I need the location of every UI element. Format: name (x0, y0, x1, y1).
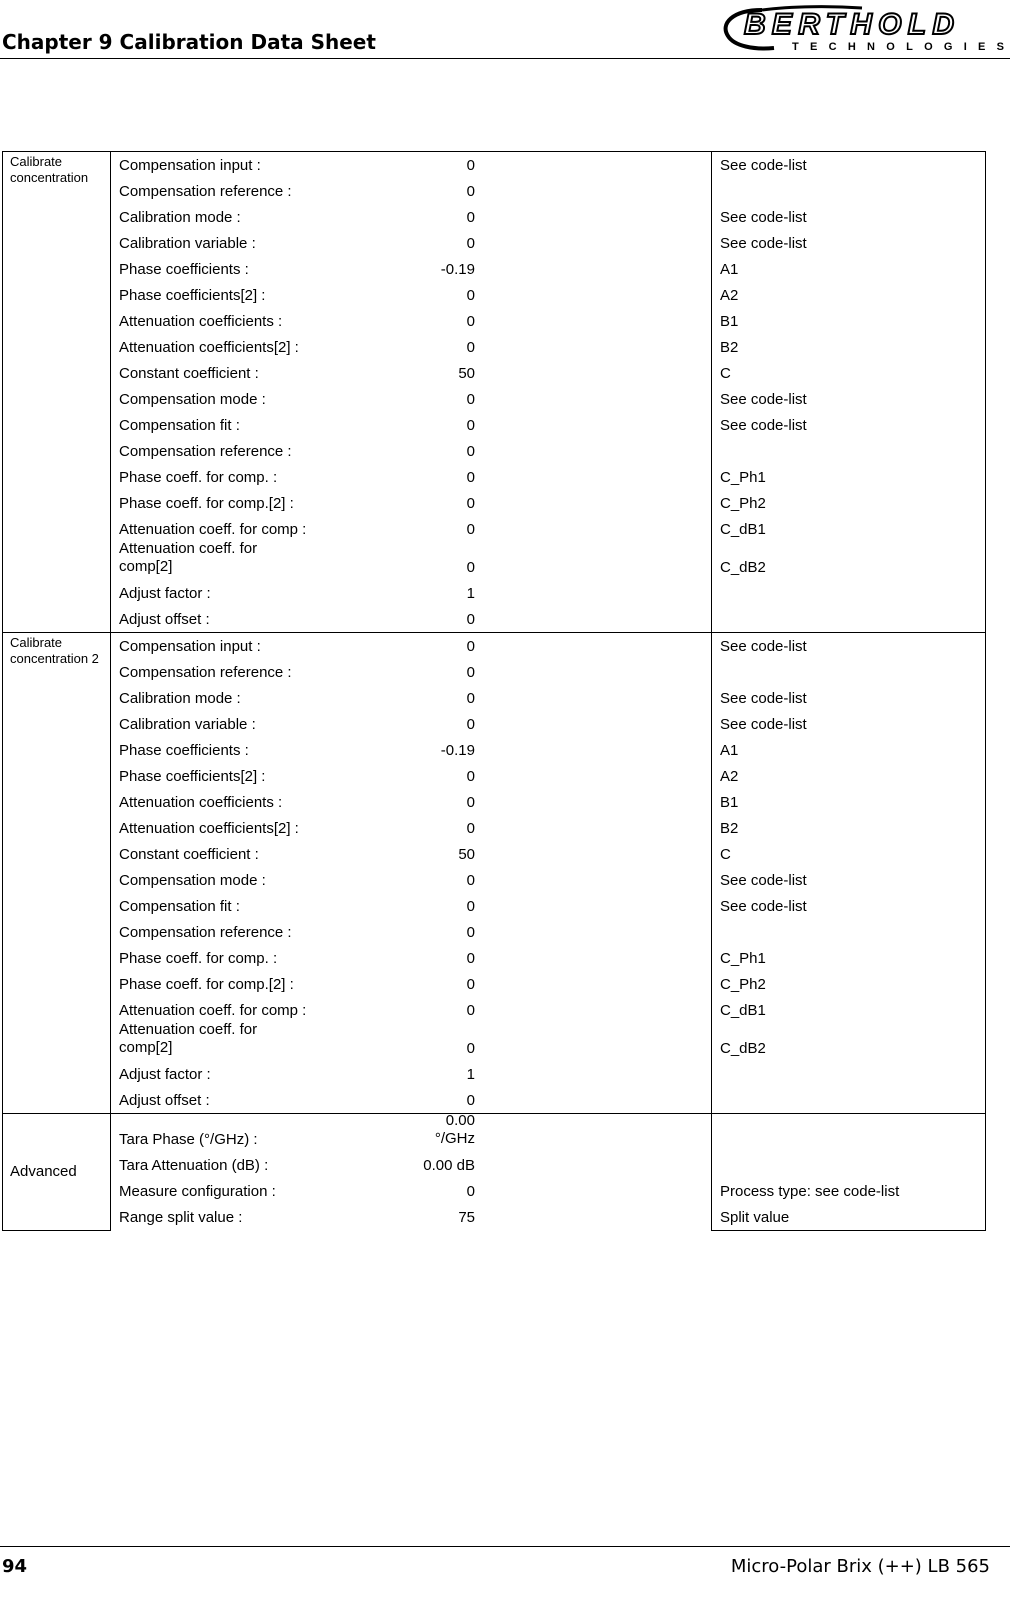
field-comment: See code-list (720, 716, 807, 733)
page-footer-rule (0, 1546, 1010, 1547)
field-value: 0 (466, 209, 475, 226)
field-value: -0.19 (440, 261, 475, 278)
field-value: -0.19 (440, 742, 475, 759)
field-comment: A2 (720, 287, 739, 304)
field-value: 0 (466, 495, 475, 512)
berthold-logo (722, 2, 1010, 56)
field-value: 0 (466, 716, 475, 733)
section-name: Advanced (3, 1114, 111, 1231)
field-label: Phase coefficients : (119, 261, 249, 278)
comments-column (712, 633, 986, 1114)
calibration-table (2, 151, 986, 1231)
field-label: Phase coefficients[2] : (119, 768, 266, 785)
field-value: 0 (466, 417, 475, 434)
field-label: Compensation reference : (119, 924, 292, 941)
field-value: 0 (466, 1040, 475, 1057)
field-label: Compensation input : (119, 157, 261, 174)
field-label: Attenuation coefficients[2] : (119, 820, 299, 837)
field-comment: B1 (720, 313, 739, 330)
field-comment: B1 (720, 794, 739, 811)
field-label: Phase coeff. for comp.[2] : (119, 495, 294, 512)
field-comment: B2 (720, 820, 739, 837)
field-value: 0 (466, 1002, 475, 1019)
labels-column (111, 1114, 355, 1231)
field-label: Attenuation coeff. for comp[2] (119, 1021, 258, 1056)
field-label: Attenuation coeff. for comp : (119, 521, 307, 538)
field-value: 0 (466, 287, 475, 304)
field-label: Constant coefficient : (119, 365, 259, 382)
field-label: Constant coefficient : (119, 846, 259, 863)
field-comment: See code-list (720, 209, 807, 226)
field-value: 50 (458, 846, 475, 863)
field-label: Attenuation coeff. for comp[2] (119, 540, 258, 575)
field-value: 0 (466, 339, 475, 356)
field-comment: C (720, 365, 731, 382)
field-label: Phase coeff. for comp. : (119, 469, 278, 486)
field-value: 0 (466, 690, 475, 707)
logo-wordmark: BERTHOLD (744, 8, 954, 41)
field-comment: See code-list (720, 638, 807, 655)
field-comment (720, 919, 985, 945)
logo-subtext: TECHNOLOGIES (792, 41, 1004, 53)
field-label: Compensation reference : (119, 183, 292, 200)
field-comment (720, 1114, 985, 1152)
field-label: Calibration mode : (119, 690, 241, 707)
field-value: 75 (458, 1209, 475, 1226)
field-value: 0.00 °/GHz (434, 1112, 475, 1147)
field-value: 0 (466, 313, 475, 330)
field-comment: C_dB1 (720, 1002, 766, 1019)
field-label: Calibration variable : (119, 235, 256, 252)
field-value: 0 (466, 183, 475, 200)
field-comment: See code-list (720, 872, 807, 889)
field-comment: C_Ph1 (720, 950, 766, 967)
field-label: Attenuation coefficients[2] : (119, 339, 299, 356)
field-comment (720, 438, 985, 464)
field-comment: C_Ph2 (720, 495, 766, 512)
field-value: 0 (466, 976, 475, 993)
labels-column (111, 152, 355, 633)
field-value: 0 (466, 820, 475, 837)
field-label: Calibration variable : (119, 716, 256, 733)
field-value: 0 (466, 794, 475, 811)
field-value: 0 (466, 664, 475, 681)
field-comment: Process type: see code-list (720, 1183, 900, 1200)
spacer-column (475, 152, 712, 633)
field-comment: B2 (720, 339, 739, 356)
field-value: 0.00 dB (423, 1157, 475, 1174)
field-value: 0 (466, 559, 475, 576)
field-value: 1 (466, 1066, 475, 1083)
field-comment: C_dB2 (720, 1040, 766, 1057)
field-comment: C_dB2 (720, 559, 766, 576)
field-comment: See code-list (720, 157, 807, 174)
field-label: Adjust offset : (119, 611, 210, 628)
product-name: Micro-Polar Brix (++) LB 565 (730, 1556, 990, 1577)
spacer-column (475, 633, 712, 1114)
field-comment: C (720, 846, 731, 863)
field-value: 0 (466, 924, 475, 941)
field-value: 0 (466, 638, 475, 655)
field-label: Adjust factor : (119, 1066, 211, 1083)
field-value: 0 (466, 157, 475, 174)
section-name: Calibrate concentration 2 (3, 633, 111, 1114)
values-column (354, 633, 475, 1114)
field-value: 0 (466, 950, 475, 967)
field-value: 0 (466, 235, 475, 252)
field-label: Compensation fit : (119, 898, 240, 915)
field-comment (720, 1087, 985, 1113)
field-label: Attenuation coefficients : (119, 794, 283, 811)
field-value: 0 (466, 768, 475, 785)
field-label: Calibration mode : (119, 209, 241, 226)
field-comment: See code-list (720, 235, 807, 252)
field-label: Attenuation coeff. for comp : (119, 1002, 307, 1019)
field-comment: A1 (720, 261, 739, 278)
field-value: 0 (466, 391, 475, 408)
field-label: Compensation mode : (119, 872, 266, 889)
field-label: Compensation fit : (119, 417, 240, 434)
spacer-column (475, 1114, 712, 1231)
field-comment (720, 1152, 985, 1178)
field-label: Compensation reference : (119, 664, 292, 681)
field-label: Adjust factor : (119, 585, 211, 602)
field-comment: C_dB1 (720, 521, 766, 538)
field-comment: C_Ph1 (720, 469, 766, 486)
field-value: 0 (466, 1092, 475, 1109)
values-column (354, 152, 475, 633)
comments-column (712, 152, 986, 633)
field-label: Attenuation coefficients : (119, 313, 283, 330)
field-comment: A1 (720, 742, 739, 759)
field-comment: C_Ph2 (720, 976, 766, 993)
labels-column (111, 633, 355, 1114)
field-comment: See code-list (720, 391, 807, 408)
field-value: 0 (466, 521, 475, 538)
field-label: Adjust offset : (119, 1092, 210, 1109)
field-label: Phase coefficients : (119, 742, 249, 759)
field-comment (720, 659, 985, 685)
field-label: Phase coefficients[2] : (119, 287, 266, 304)
comments-column (712, 1114, 986, 1231)
field-label: Compensation mode : (119, 391, 266, 408)
field-label: Phase coeff. for comp.[2] : (119, 976, 294, 993)
field-label: Compensation input : (119, 638, 261, 655)
field-value: 0 (466, 872, 475, 889)
field-value: 1 (466, 585, 475, 602)
field-value: 0 (466, 898, 475, 915)
field-comment: See code-list (720, 417, 807, 434)
field-comment (720, 606, 985, 632)
field-value: 50 (458, 365, 475, 382)
field-label: Measure configuration : (119, 1183, 276, 1200)
field-value: 0 (466, 469, 475, 486)
field-label: Tara Attenuation (dB) : (119, 1157, 269, 1174)
field-comment (720, 580, 985, 606)
section-name: Calibrate concentration (3, 152, 111, 633)
page-number: 94 (2, 1556, 28, 1577)
chapter-title: Chapter 9 Calibration Data Sheet (2, 30, 376, 54)
page-header (0, 0, 1010, 59)
field-comment: A2 (720, 768, 739, 785)
field-label: Tara Phase (°/GHz) : (119, 1131, 258, 1148)
field-comment (720, 1061, 985, 1087)
field-comment: Split value (720, 1209, 790, 1226)
field-label: Phase coeff. for comp. : (119, 950, 278, 967)
field-value: 0 (466, 443, 475, 460)
field-label: Range split value : (119, 1209, 243, 1226)
field-label: Compensation reference : (119, 443, 292, 460)
field-comment: See code-list (720, 898, 807, 915)
field-value: 0 (466, 611, 475, 628)
berthold-logo-graphic (722, 2, 1010, 56)
field-value: 0 (466, 1183, 475, 1200)
field-comment (720, 178, 985, 204)
values-column (354, 1114, 475, 1231)
field-comment: See code-list (720, 690, 807, 707)
